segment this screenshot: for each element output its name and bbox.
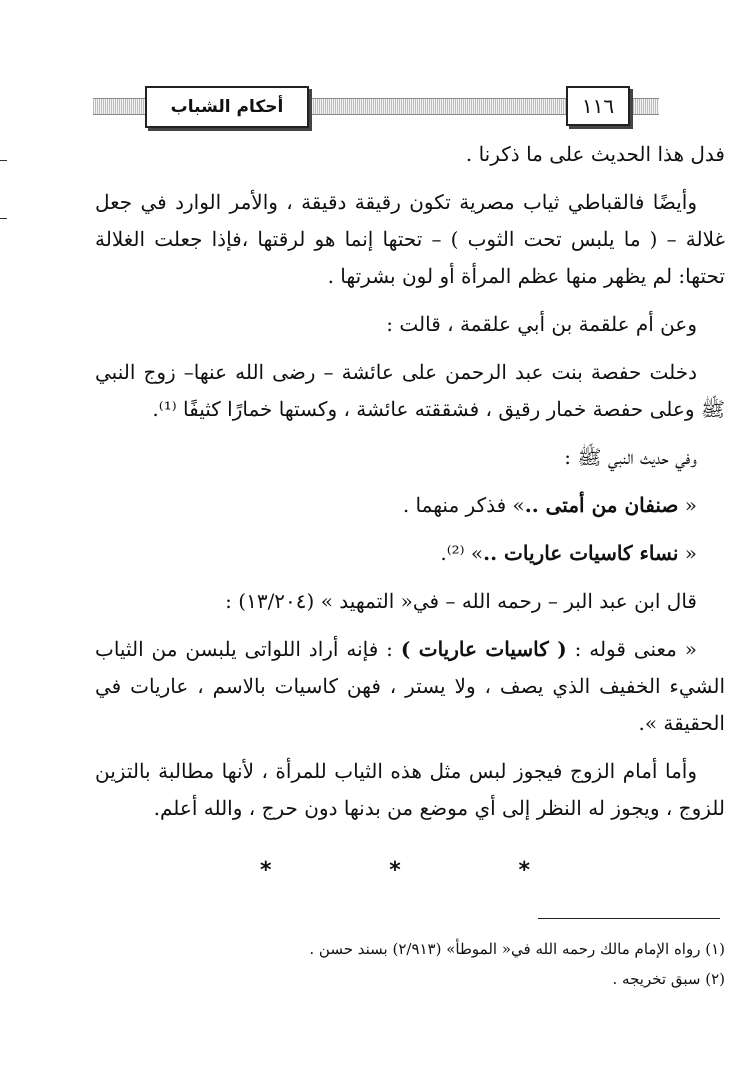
hadith-phrase-2: نساء كاسيات عاريات .. bbox=[483, 541, 679, 565]
paragraph-umm-alqama: وعن أم علقمة بن أبي علقمة ، قالت : bbox=[386, 312, 697, 336]
running-title: أحكام الشباب bbox=[170, 97, 284, 117]
footnote-1: (١) رواه الإمام مالك رحمه الله في« الموطأ» (٢/٩١٣) بسند حسن . bbox=[309, 940, 725, 958]
footnote-rule bbox=[538, 918, 720, 919]
quote-rest: » ⁽²⁾. bbox=[440, 541, 484, 565]
section-separator bbox=[260, 858, 530, 883]
hadith-phrase-1: صنفان من أمتى .. bbox=[524, 493, 679, 517]
star-glyph: * bbox=[389, 858, 401, 883]
quote-rest: » فذكر منهما . bbox=[402, 493, 525, 517]
paragraph-meaning bbox=[95, 631, 725, 742]
key-term: ( كاسيات عاريات ) bbox=[400, 637, 567, 661]
quote-open: « bbox=[678, 541, 697, 565]
paragraph-two-types bbox=[95, 487, 725, 524]
star-glyph: * bbox=[518, 858, 530, 883]
footnote-2: (٢) سبق تخريجه . bbox=[612, 970, 725, 988]
margin-tick bbox=[0, 160, 7, 161]
paragraph-husband: وأما أمام الزوج فيجوز لبس مثل هذه الثياب للمرأة ، لأنها مطالبة بالتزين للزوج ، ويجوز له النظر إلى أي موضع من بدنها دون حرج ، والله أعلم. bbox=[95, 759, 725, 820]
quote-rest: : فإنه أراد اللواتى يلبسن من الثياب الشيء الخفيف الذي يصف ، ولا يستر ، فهن كاسيات بالاسم ، عاريات في الحقيقة ». bbox=[95, 637, 725, 735]
paragraph-conclusion: فدل هذا الحديث على ما ذكرنا . bbox=[465, 142, 725, 166]
page-number: ١١٦ bbox=[581, 94, 615, 118]
quote-open: « معنى قوله : bbox=[566, 637, 697, 661]
paragraph-ibn-abdulbarr: قال ابن عبد البر – رحمه الله – في« التمهيد » (١٣/٢٠٤) : bbox=[225, 589, 697, 613]
page-number-box bbox=[566, 86, 630, 126]
paragraph-hafsa: دخلت حفصة بنت عبد الرحمن على عائشة – رضى الله عنها– زوج النبي ﷺ وعلى حفصة خمار رقيق ، فشققته عائشة ، وكستها خمارًا كثيفًا ⁽¹⁾. bbox=[95, 360, 725, 421]
star-glyph: * bbox=[260, 858, 272, 883]
footnotes bbox=[95, 934, 725, 994]
body-text bbox=[95, 136, 725, 827]
margin-tick bbox=[0, 218, 7, 219]
quote-open: « bbox=[678, 493, 697, 517]
paragraph-women bbox=[95, 535, 725, 572]
running-title-box bbox=[145, 86, 309, 128]
paragraph-qabati: وأيضًا فالقباطي ثياب مصرية تكون رقيقة دقيقة ، والأمر الوارد في جعل غلالة – ( ما يلبس تحت الثوب ) – تحتها إنما هو لرقتها ،فإذا جعلت الغلالة تحتها: لم يظهر منها عظم المرأة أو لون بشرتها . bbox=[95, 190, 725, 288]
paragraph-hadith-intro: وفي حديث النبي ﷺ : bbox=[564, 445, 697, 469]
